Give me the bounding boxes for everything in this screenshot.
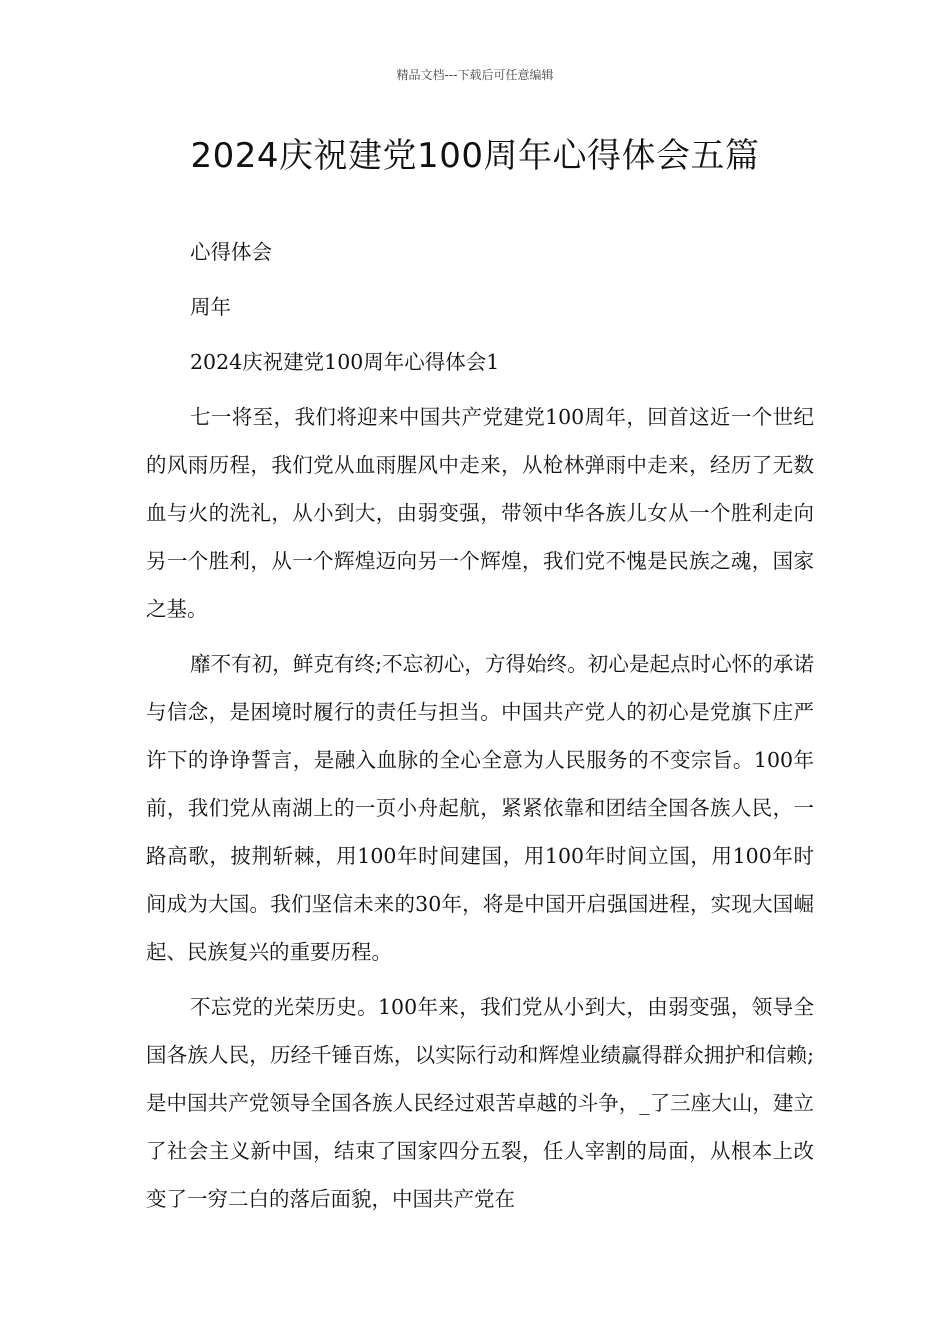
section-label: 周年	[190, 295, 231, 319]
paragraph: 七一将至，我们将迎来中国共产党建党100周年，回首这近一个世纪的风雨历程，我们党从血雨腥风中走来，从枪林弹雨中走来，经历了无数血与火的洗礼，从小到大，由弱变强，带领中华各族儿女从一个胜利走向另一个胜利，从一个辉煌迈向另一个辉煌，我们党不愧是民族之魂，国家之基。	[146, 405, 814, 621]
header-note: 精品文档---下载后可任意编辑	[396, 68, 554, 82]
paragraph: 靡不有初，鲜克有终;不忘初心，方得始终。初心是起点时心怀的承诺与信念，是困境时履行的责任与担当。中国共产党人的初心是党旗下庄严许下的诤诤誓言，是融入血脉的全心全意为人民服务的不变宗旨。100年前，我们党从南湖上的一页小舟起航，紧紧依靠和团结全国各族人民，一路高歌，披荆斩棘，用100年时间建国，用100年时间立国，用100年时间成为大国。我们坚信未来的30年，将是中国开启强国进程，实现大国崛起、民族复兴的重要历程。	[146, 652, 814, 964]
document-title: 2024庆祝建党100周年心得体会五篇	[190, 136, 760, 176]
article-heading: 2024庆祝建党100周年心得体会1	[190, 350, 500, 374]
document-body	[146, 228, 814, 1230]
section-label: 心得体会	[190, 240, 272, 264]
paragraph: 不忘党的光荣历史。100年来，我们党从小到大，由弱变强，领导全国各族人民，历经千锤百炼，以实际行动和辉煌业绩赢得群众拥护和信赖;是中国共产党领导全国各族人民经过艰苦卓越的斗争，_了三座大山，建立了社会主义新中国，结束了国家四分五裂，任人宰割的局面，从根本上改变了一穷二白的落后面貌，中国共产党在	[146, 995, 814, 1211]
